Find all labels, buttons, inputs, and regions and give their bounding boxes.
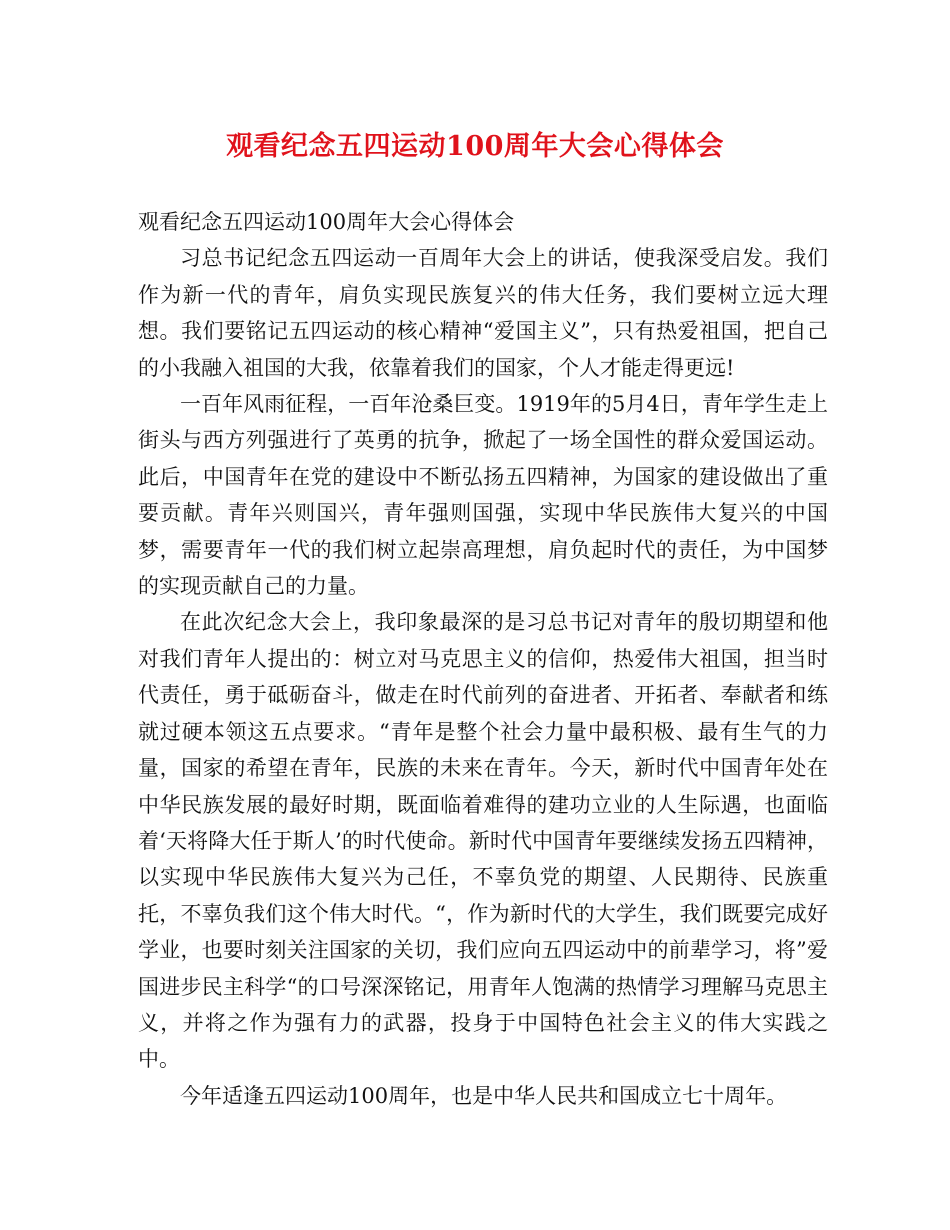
paragraph-2: 一百年风雨征程，一百年沧桑巨变。1919年的5月4日，青年学生走上街头与西方列强进行了英勇的抗争，掀起了一场全国性的群众爱国运动。此后，中国青年在党的建设中不断弘扬五四精神，为国家的建设做出了重要贡献。青年兴则国兴，青年强则国强，实现中华民族伟大复兴的中国梦，需要青年一代的我们树立起崇高理想，肩负起时代的责任，为中国梦的实现贡献自己的力量。 (138, 392, 828, 599)
paragraph-3: 在此次纪念大会上，我印象最深的是习总书记对青年的殷切期望和他对我们青年人提出的：树立对马克思主义的信仰，热爱伟大祖国，担当时代责任，勇于砥砺奋斗，做走在时代前列的奋进者、开拓者、奉献者和练就过硬本领这五点要求。“青年是整个社会力量中最积极、最有生气的力量，国家的希望在青年，民族的未来在青年。今天，新时代中国青年处在中华民族发展的最好时期，既面临着难得的建功立业的人生际遇，也面临着‘天将降大任于斯人’的时代使命。新时代中国青年要继续发扬五四精神，以实现中华民族伟大复兴为己任，不辜负党的期望、人民期待、民族重托，不辜负我们这个伟大时代。“，作为新时代的大学生，我们既要完成好学业，也要时刻关注国家的关切，我们应向五四运动中的前辈学习，将”爱国进步民主科学“的口号深深铭记，用青年人饱满的热情学习理解马克思主义，并将之作为强有力的武器，投身于中国特色社会主义的伟大实践之中。 (138, 610, 828, 1072)
paragraph-1: 习总书记纪念五四运动一百周年大会上的讲话，使我深受启发。我们作为新一代的青年，肩负实现民族复兴的伟大任务，我们要树立远大理想。我们要铭记五四运动的核心精神“爱国主义”，只有热爱祖国，把自己的小我融入祖国的大我，依靠着我们的国家，个人才能走得更远! (138, 246, 828, 380)
document-body (138, 204, 828, 1114)
document-subtitle: 观看纪念五四运动100周年大会心得体会 (138, 210, 515, 234)
paragraph-4: 今年适逢五四运动100周年，也是中华人民共和国成立七十周年。 (180, 1083, 788, 1108)
document-title: 观看纪念五四运动100周年大会心得体会 (226, 131, 724, 162)
